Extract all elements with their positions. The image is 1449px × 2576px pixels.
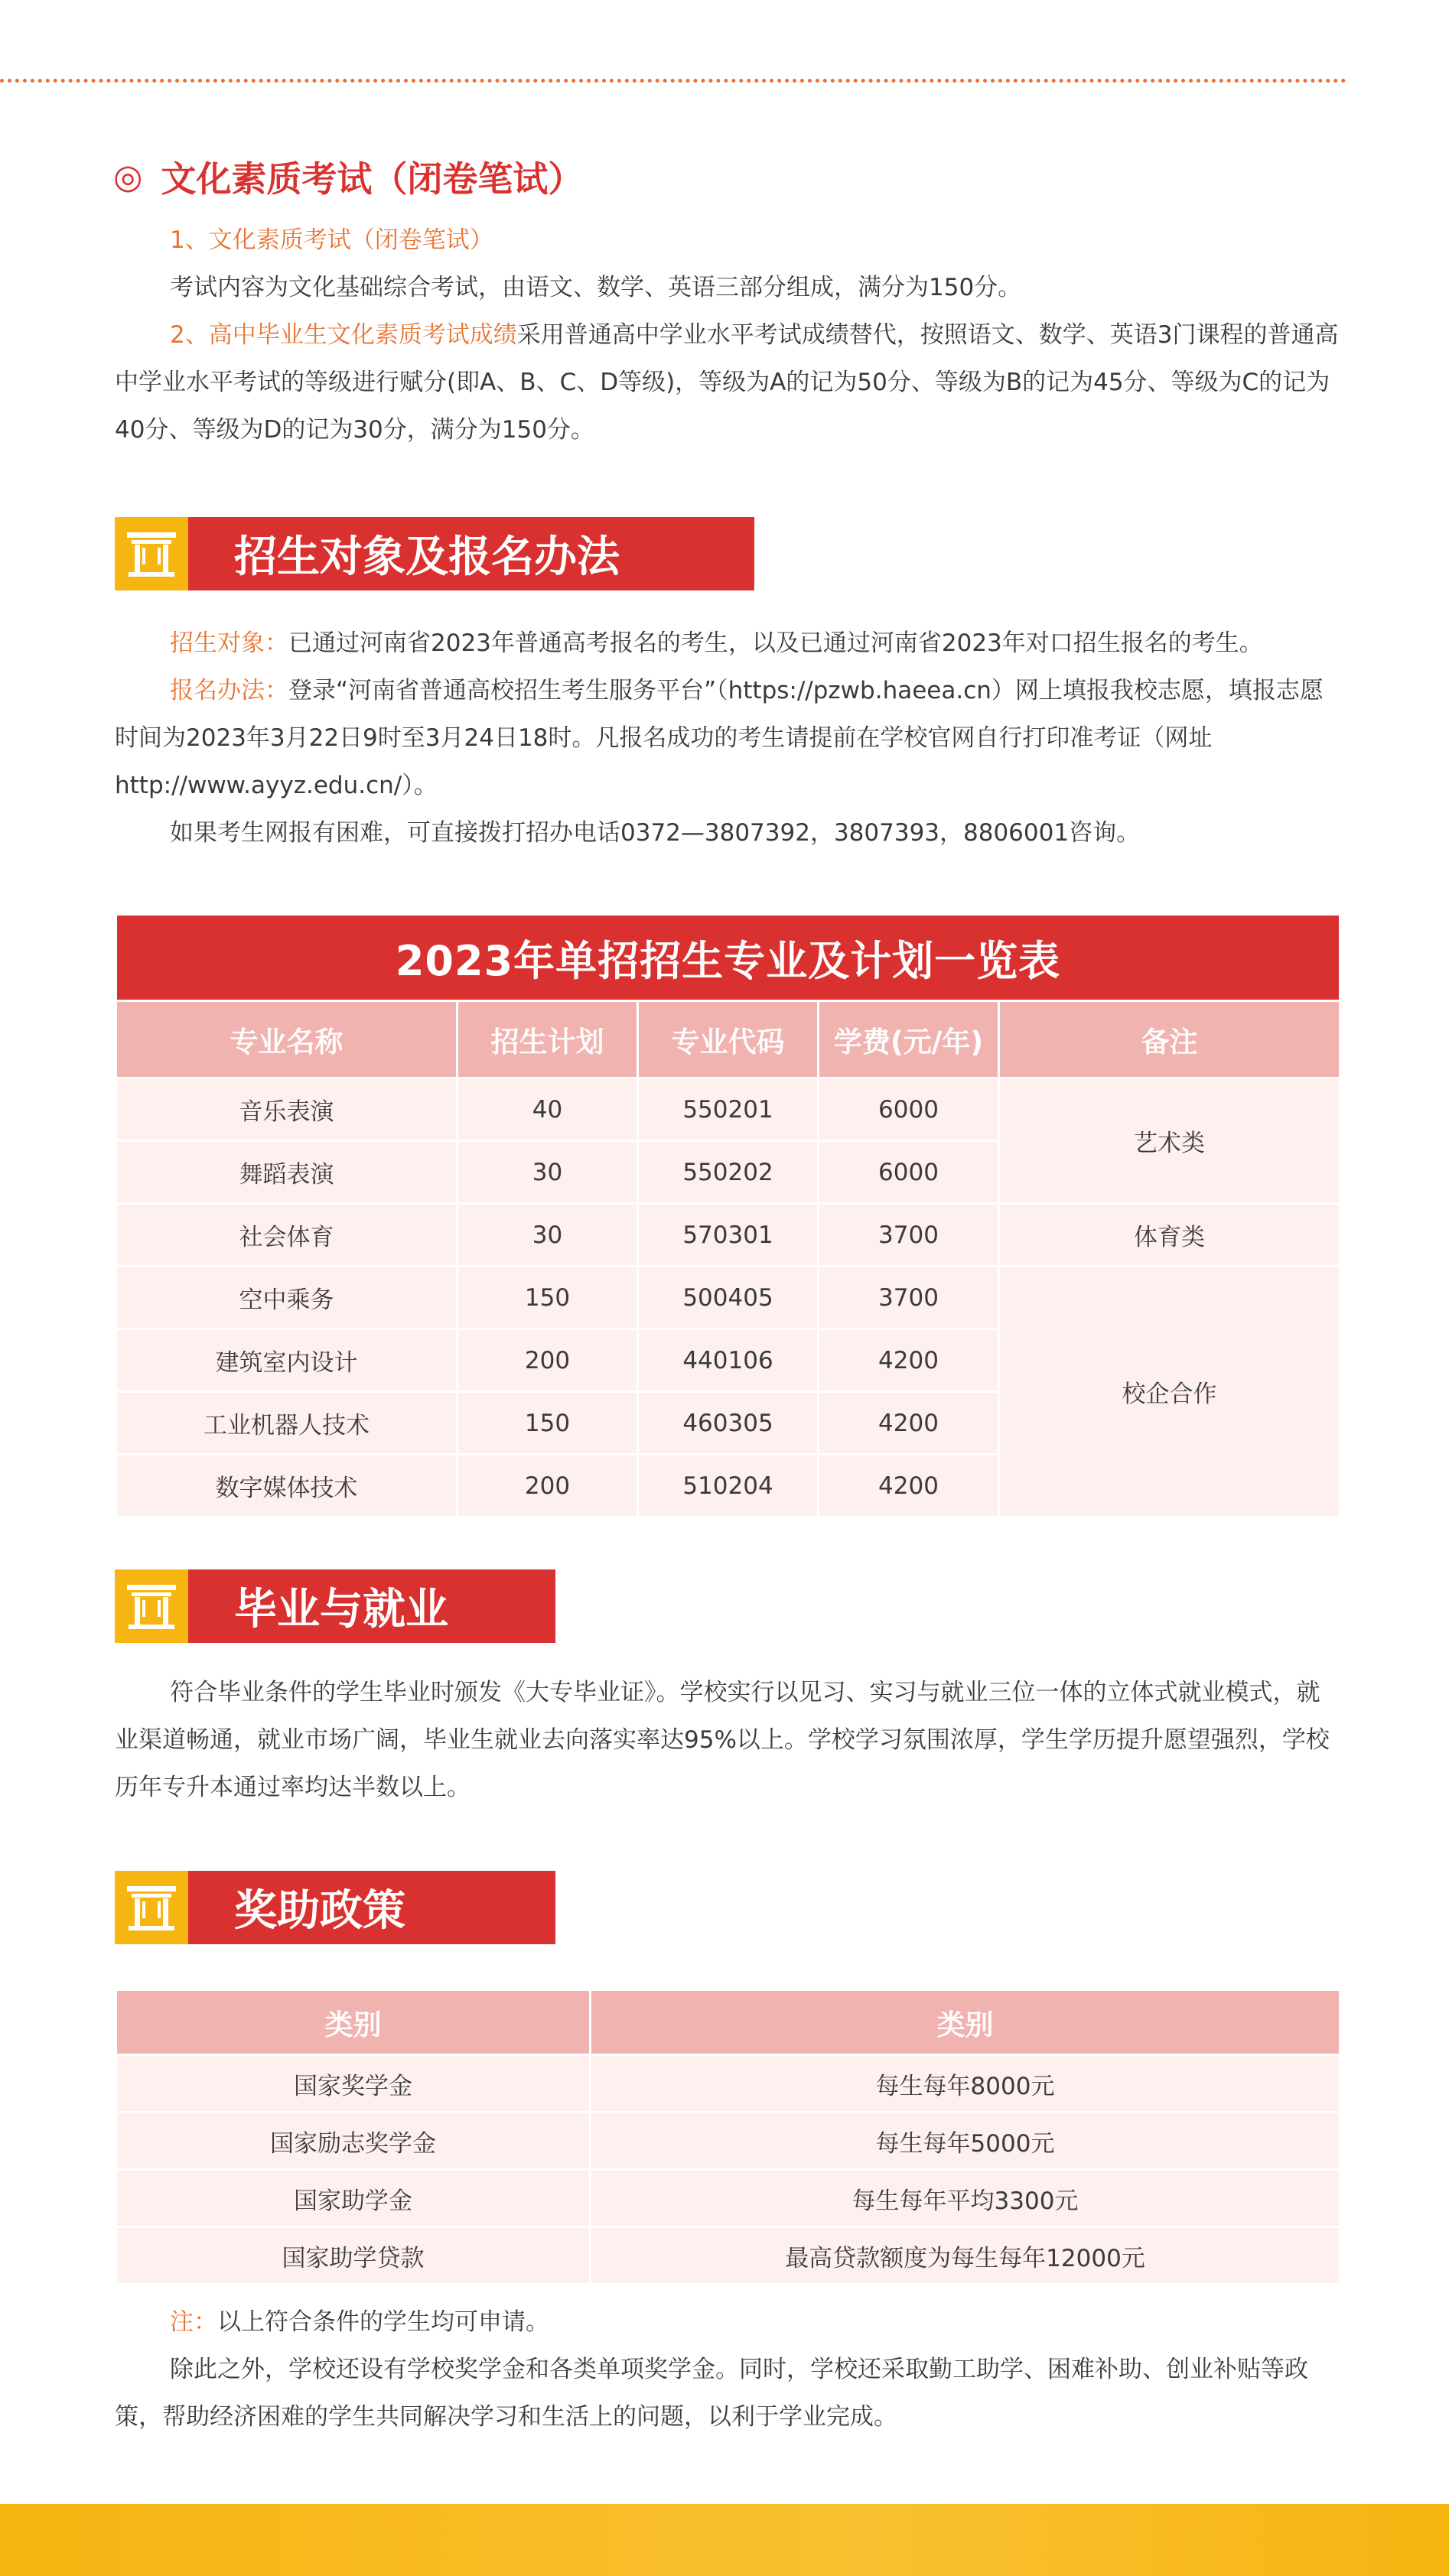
plan-header-note: 备注: [999, 1001, 1340, 1078]
aid-amount: 每生每年8000元: [591, 2055, 1340, 2113]
section4-title: 奖助政策: [188, 1871, 555, 1944]
major-fee: 4200: [819, 1455, 999, 1517]
section3-title: 毕业与就业: [188, 1569, 555, 1643]
plan-table: [115, 913, 1341, 1518]
table-row: [116, 2113, 1340, 2170]
note-text: 以上符合条件的学生均可申请。: [217, 2308, 549, 2336]
section2-target: [115, 620, 1339, 667]
section2-header: [115, 517, 754, 590]
plan-table-title: 2023年单招招生专业及计划一览表: [116, 915, 1340, 1001]
section3-text: 符合毕业条件的学生毕业时颁发《大专毕业证》。学校实行以见习、实习与就业三位一体的立体式就业模式，就业渠道畅通，就业市场广阔，毕业生就业去向落实率达95%以上。学校学习氛围浓厚，学生学历提升愿望强烈，学校历年专升本通过率均达半数以上。: [115, 1679, 1330, 1801]
section2-title: 招生对象及报名办法: [188, 517, 754, 590]
major-code: 460305: [638, 1392, 819, 1455]
major-fee: 3700: [819, 1204, 999, 1267]
double-circle-icon: ◎: [113, 157, 143, 197]
method-text: 登录“河南省普通高校招生考生服务平台”（https://pzwb.haeea.cn）网上填报我校志愿，填报志愿时间为2023年3月22日9时至3月24日18时。凡报名成功的考生请提前在学校官网自行打印准考证（网址http://www.ayyz.edu.cn/）。: [115, 677, 1324, 799]
target-text: 已通过河南省2023年普通高考报名的考生，以及已通过河南省2023年对口招生报名的考生。: [288, 629, 1263, 657]
section2-body: [115, 620, 1339, 857]
section1-item1-text: 考试内容为文化基础综合考试，由语文、数学、英语三部分组成，满分为150分。: [170, 274, 1022, 301]
major-code: 550202: [638, 1141, 819, 1204]
major-name: 音乐表演: [116, 1078, 457, 1141]
major-fee: 4200: [819, 1392, 999, 1455]
pavilion-icon: [115, 1871, 188, 1944]
section1-title-text: 文化素质考试（闭卷笔试）: [161, 158, 584, 200]
table-row: [116, 1267, 1340, 1329]
major-code: 570301: [638, 1204, 819, 1267]
major-code: 550201: [638, 1078, 819, 1141]
major-fee: 3700: [819, 1267, 999, 1329]
aid-type: 国家助学贷款: [116, 2227, 591, 2285]
section3-body: [115, 1669, 1339, 1811]
method-label: 报名办法：: [170, 677, 288, 704]
major-plan: 200: [457, 1455, 638, 1517]
major-plan: 30: [457, 1204, 638, 1267]
section1-item2-text: 采用普通高中学业水平考试成绩替代，按照语文、数学、英语3门课程的普通高中学业水平考试的等级进行赋分(即A、B、C、D等级)，等级为A的记为50分、等级为B的记为45分、等级为C的记为40分、等级为D的记为30分，满分为150分。: [115, 321, 1339, 444]
major-fee: 6000: [819, 1078, 999, 1141]
plan-header-code: 专业代码: [638, 1001, 819, 1078]
major-name: 工业机器人技术: [116, 1392, 457, 1455]
section1-title: [113, 150, 583, 203]
major-name: 数字媒体技术: [116, 1455, 457, 1517]
major-plan: 30: [457, 1141, 638, 1204]
table-row: [116, 1078, 1340, 1141]
table-row: [116, 2170, 1340, 2227]
footer-band: [0, 2504, 1449, 2576]
major-code: 510204: [638, 1455, 819, 1517]
table-row: [116, 2055, 1340, 2113]
section3-header: [115, 1569, 555, 1643]
plan-header-plan: 招生计划: [457, 1001, 638, 1078]
top-dotted-rule: [0, 79, 1346, 83]
aid-header-type: 类别: [116, 1990, 591, 2055]
aid-table: [115, 1989, 1341, 2285]
note-enterprise: 校企合作: [999, 1267, 1340, 1517]
section2-contact: 如果考生网报有困难，可直接拨打招办电话0372—3807392，3807393，8806001咨询。: [170, 819, 1141, 847]
major-plan: 40: [457, 1078, 638, 1141]
aid-extra-text: 除此之外，学校还设有学校奖学金和各类单项奖学金。同时，学校还采取勤工助学、困难补助、创业补贴等政策，帮助经济困难的学生共同解决学习和生活上的问题，以利于学业完成。: [115, 2356, 1308, 2431]
note-label: 注：: [170, 2308, 217, 2336]
major-fee: 4200: [819, 1329, 999, 1392]
aid-amount: 最高贷款额度为每生每年12000元: [591, 2227, 1340, 2285]
table-row: [116, 2227, 1340, 2285]
table-row: [116, 1204, 1340, 1267]
aid-note: [115, 2298, 1339, 2346]
major-code: 500405: [638, 1267, 819, 1329]
aid-type: 国家奖学金: [116, 2055, 591, 2113]
major-name: 建筑室内设计: [116, 1329, 457, 1392]
plan-header-name: 专业名称: [116, 1001, 457, 1078]
section2-method: [115, 667, 1339, 809]
aid-amount: 每生每年平均3300元: [591, 2170, 1340, 2227]
section4-notes: [115, 2298, 1339, 2441]
section1-body: [115, 216, 1339, 454]
major-name: 社会体育: [116, 1204, 457, 1267]
major-plan: 150: [457, 1392, 638, 1455]
pavilion-icon: [115, 517, 188, 590]
section1-item2: [115, 311, 1339, 454]
plan-header-fee: 学费(元/年): [819, 1001, 999, 1078]
note-art: 艺术类: [999, 1078, 1340, 1204]
note-sports: 体育类: [999, 1204, 1340, 1267]
aid-type: 国家助学金: [116, 2170, 591, 2227]
section1-item1-label: 1、文化素质考试（闭卷笔试）: [170, 226, 493, 254]
major-name: 空中乘务: [116, 1267, 457, 1329]
section1-item2-label: 2、高中毕业生文化素质考试成绩: [170, 321, 517, 349]
aid-amount: 每生每年5000元: [591, 2113, 1340, 2170]
major-code: 440106: [638, 1329, 819, 1392]
major-plan: 150: [457, 1267, 638, 1329]
target-label: 招生对象：: [170, 629, 288, 657]
major-plan: 200: [457, 1329, 638, 1392]
section4-header: [115, 1871, 555, 1944]
pavilion-icon: [115, 1569, 188, 1643]
major-fee: 6000: [819, 1141, 999, 1204]
aid-header-amount: 类别: [591, 1990, 1340, 2055]
major-name: 舞蹈表演: [116, 1141, 457, 1204]
aid-type: 国家励志奖学金: [116, 2113, 591, 2170]
